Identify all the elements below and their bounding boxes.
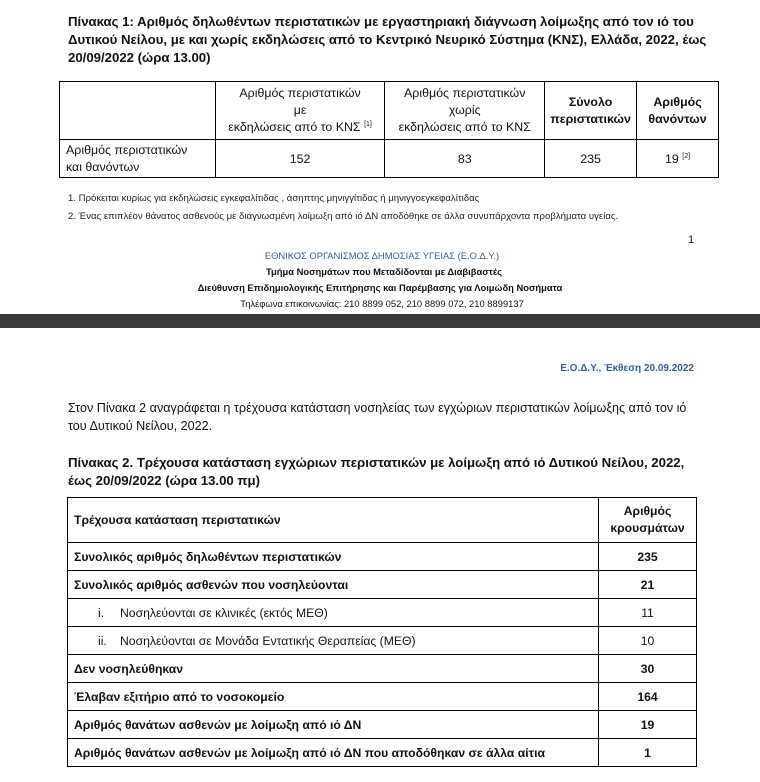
row-label: [68, 599, 599, 627]
total-line2: περιστατικών: [550, 111, 631, 126]
table-row: [68, 627, 697, 655]
header-value-line1: Αριθμός: [623, 504, 672, 518]
table-row: [68, 599, 697, 627]
table1-value-deaths: [637, 140, 719, 178]
intro-paragraph: Στον Πίνακα 2 αναγράφεται η τρέχουσα κατάσταση νοσηλείας των εγχώριων περιστατικών λοίμωξης από τον ιό του Δυτικού Νείλου, 2022.: [68, 401, 687, 433]
table1: [59, 81, 719, 178]
table-row: [68, 655, 697, 683]
row-value: 164: [599, 683, 697, 711]
table-row: [68, 571, 697, 599]
row-label: Αριθμός θανάτων ασθενών με λοίμωξη από ιό ΔΝ που αποδόθηκαν σε άλλα αίτια: [68, 739, 599, 767]
footer-department: Τμήμα Νοσημάτων που Μεταδίδονται με Διαβιβαστές: [266, 266, 502, 277]
row-label: Έλαβαν εξιτήριο από το νοσοκομείο: [68, 683, 599, 711]
total-line1: Σύνολο: [568, 94, 613, 109]
row-value: 11: [599, 599, 697, 627]
footnote-2: 2. Ένας επιπλέον θάνατος ασθενούς με διαγνωσμένη λοίμωξη από ιό ΔΝ αποδόθηκε σε άλλα συνυπάρχοντα προβλήματα υγείας.: [68, 211, 619, 222]
row-label-line1: Αριθμός περιστατικών: [66, 142, 188, 157]
row-value: 235: [599, 543, 697, 571]
deaths-value: 19: [665, 151, 679, 166]
table1-header-without-cns: [385, 82, 545, 140]
row-value: 21: [599, 571, 697, 599]
table2-header-row: [68, 498, 697, 543]
with-cns-line2: με: [293, 103, 307, 117]
row-value: 19: [599, 711, 697, 739]
table-row: [68, 683, 697, 711]
roman-numeral: i.: [98, 605, 105, 620]
table1-value-with-cns: 152: [215, 140, 385, 178]
footer-directorate: Διεύθυνση Επιδημιολογικής Επιτήρησης και Παρέμβασης για Λοιμώδη Νοσήματα: [197, 282, 563, 293]
deaths-line1: Αριθμός: [653, 94, 702, 109]
table-row: [68, 543, 697, 571]
table2-header-value: [599, 498, 697, 543]
table2: [67, 497, 697, 767]
deaths-line2: θανόντων: [648, 111, 707, 126]
row-label: [68, 627, 599, 655]
table1-header-with-cns: [215, 82, 385, 140]
table-row: [68, 739, 697, 767]
table1-header-deaths: [637, 82, 719, 140]
table1-header-total: [545, 82, 637, 140]
table1-data-row: [60, 140, 719, 178]
row-label-text: Νοσηλεύονται σε κλινικές (εκτός ΜΕΘ): [120, 605, 328, 620]
header-value-line2: κρουσμάτων: [610, 521, 685, 535]
footer-organization: ΕΘΝΙΚΟΣ ΟΡΓΑΝΙΣΜΟΣ ΔΗΜΟΣΙΑΣ ΥΓΕΙΑΣ (Ε.Ο.Δ.Υ.): [264, 250, 500, 261]
row-label-text: Νοσηλεύονται σε Μονάδα Εντατικής Θεραπείας (ΜΕΘ): [120, 633, 416, 648]
table-row: [68, 711, 697, 739]
footnote-ref-1: [1]: [364, 120, 372, 128]
footnote-ref-2: [2]: [682, 152, 691, 160]
table1-header-row: [60, 82, 719, 140]
with-cns-line1: Αριθμός περιστατικών: [239, 86, 361, 100]
row-label: Αριθμός θανάτων ασθενών με λοίμωξη από ιό ΔΝ: [68, 711, 599, 739]
report-header: Ε.Ο.Δ.Υ., Έκθεση 20.09.2022: [560, 363, 694, 374]
row-value: 30: [599, 655, 697, 683]
without-cns-line1: Αριθμός περιστατικών: [404, 86, 526, 100]
with-cns-line3: εκδηλώσεις από το ΚΝΣ: [228, 120, 361, 134]
row-label-line2: και θανόντων: [66, 159, 140, 174]
page-divider: [0, 314, 760, 328]
row-value: 10: [599, 627, 697, 655]
page-number: 1: [688, 234, 695, 246]
row-label: Συνολικός αριθμός δηλωθέντων περιστατικών: [68, 543, 599, 571]
table1-value-without-cns: 83: [385, 140, 545, 178]
table2-caption: Πίνακας 2. Τρέχουσα κατάσταση εγχώριων περιστατικών με λοίμωξη από ιό Δυτικού Νείλου, 2022, έως 20/09/2022 (ώρα 13.00 πμ): [68, 455, 685, 488]
without-cns-line2: χωρίς: [448, 103, 481, 117]
roman-numeral: ii.: [98, 633, 107, 648]
without-cns-line3: εκδηλώσεις από το ΚΝΣ: [398, 120, 531, 134]
table2-header-label: Τρέχουσα κατάσταση περιστατικών: [68, 498, 599, 543]
row-label: Συνολικός αριθμός ασθενών που νοσηλεύονται: [68, 571, 599, 599]
table1-row-label: [60, 140, 216, 178]
table1-empty-header: [60, 82, 216, 140]
row-label: Δεν νοσηλεύθηκαν: [68, 655, 599, 683]
table1-value-total: 235: [545, 140, 637, 178]
table1-caption: Πίνακας 1: Αριθμός δηλωθέντων περιστατικών με εργαστηριακή διάγνωση λοίμωξης από τον ιό του Δυτικού Νείλου, με και χωρίς εκδηλώσεις από το Κεντρικό Νευρικό Σύστημα (ΚΝΣ), Ελλάδα, 2022, έως 20/09/2022 (ώρα 13.00): [68, 14, 707, 65]
row-value: 1: [599, 739, 697, 767]
footnote-1: 1. Πρόκειται κυρίως για εκδηλώσεις εγκεφαλίτιδας , άσηπτης μηνιγγίτιδας ή μηνιγγοεγκεφαλίτιδας: [68, 193, 480, 204]
footer-phones: Τηλέφωνα επικοινωνίας: 210 8899 052, 210 8899 072, 210 8899137: [240, 298, 524, 309]
